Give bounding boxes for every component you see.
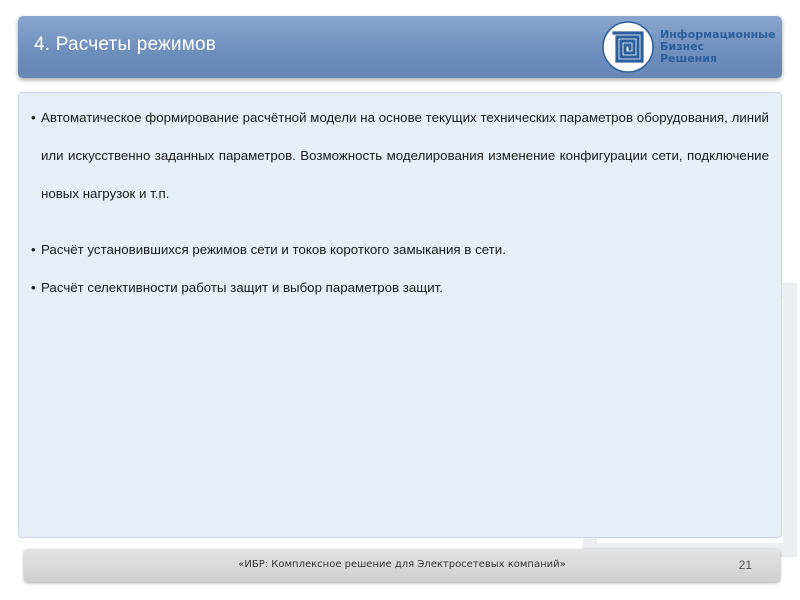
company-logo: [602, 20, 776, 74]
bullet-item: • Расчёт установившихся режимов сети и токов короткого замыкания в сети.: [31, 231, 769, 269]
square-spiral-logo-icon: [602, 21, 654, 73]
page-number: 21: [738, 558, 752, 572]
content-panel: [18, 92, 782, 538]
logo-line-3: Решения: [660, 52, 718, 65]
logo-wordmark: [660, 29, 776, 65]
title-bar: [18, 16, 782, 78]
slide-title: 4. Расчеты режимов: [34, 34, 217, 55]
footer-caption: «ИБР: Комплексное решение для Электросетевых компаний»: [238, 559, 566, 570]
bullet-list: [31, 99, 769, 307]
footer-bar: [24, 549, 780, 582]
bullet-item: • Автоматическое формирование расчётной модели на основе текущих технических параметров оборудования, линий или искусственно заданных параметров. Возможность моделирования изменение конфигурации сети, подключение новых нагрузок и т.п.: [31, 99, 769, 213]
logo-line-2: Бизнес: [660, 40, 705, 53]
bullet-item: • Расчёт селективности работы защит и выбор параметров защит.: [31, 269, 769, 307]
logo-line-1: Информационные: [660, 28, 776, 41]
